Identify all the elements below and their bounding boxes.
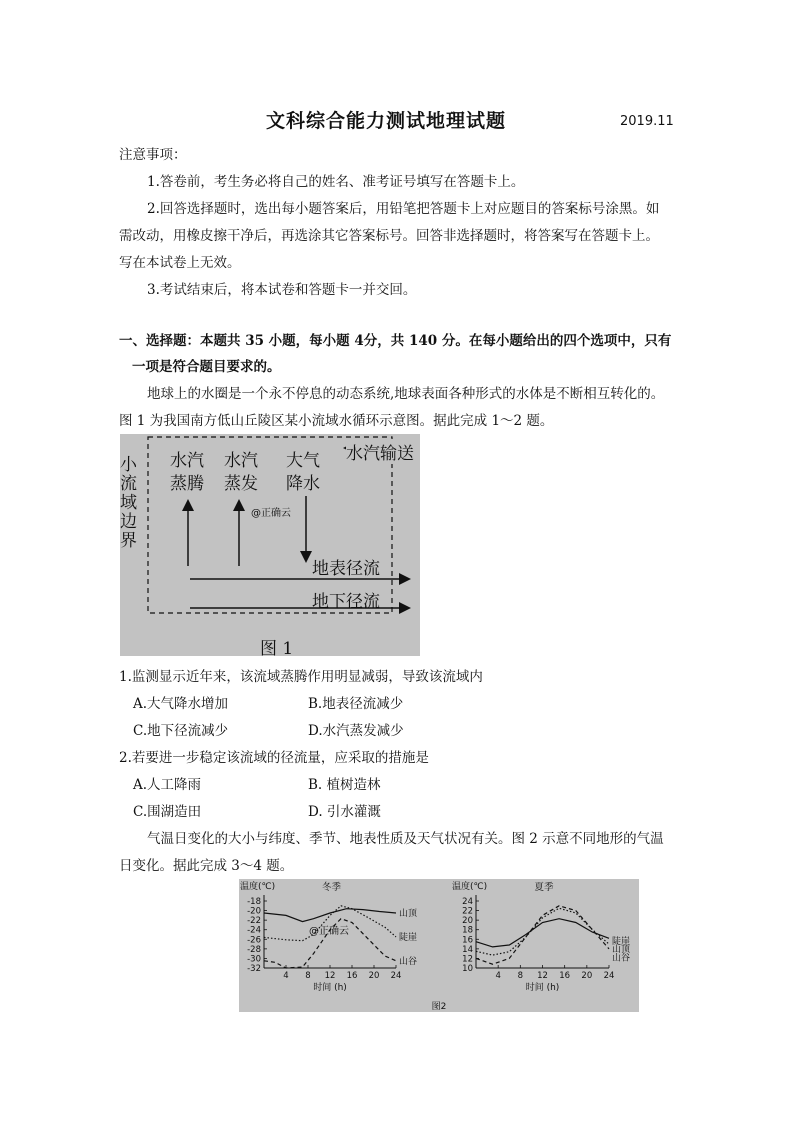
series-label: 山谷	[399, 956, 418, 967]
x-tick-label: 8	[517, 971, 524, 981]
q2-option-b: B. 植树造林	[308, 777, 381, 793]
passage-text: 气温日变化的大小与纬度、季节、地表性质及天气状况有关。图 2 示意不同地形的气温	[147, 831, 664, 847]
figure-1-caption: 图 1	[260, 639, 294, 659]
figure-1-diagram	[120, 434, 420, 656]
series-label: 陡崖	[399, 932, 418, 943]
question-1-stem: 1.监测显示近年来，该流域蒸腾作用明显减弱，导致该流域内	[119, 669, 483, 685]
series-label: 山谷	[612, 953, 631, 964]
series-label: 山顶	[399, 908, 418, 919]
series-line-山顶	[264, 909, 396, 922]
watermark: @正确云	[309, 926, 349, 937]
y-tick-label: -20	[247, 906, 261, 917]
evaporation-label-2: 蒸发	[224, 474, 258, 494]
watermark: @正确云	[251, 508, 291, 519]
y-tick-label: -32	[247, 964, 261, 974]
x-tick-label: 20	[368, 971, 380, 981]
y-tick-label: 16	[462, 935, 473, 946]
q1-option-c: C.地下径流减少	[133, 723, 229, 739]
x-tick-label: 12	[324, 971, 336, 981]
y-tick-label: 18	[462, 925, 473, 936]
y-axis-label: 温度(℃)	[452, 882, 488, 892]
series-label: 陡崖	[612, 937, 631, 948]
exam-date: 2019.11	[620, 114, 674, 129]
notice-item: 写在本试卷上无效。	[119, 255, 241, 271]
passage-text: 地球上的水圈是一个永不停息的动态系统,地球表面各种形式的水体是不断相互转化的。	[147, 386, 665, 402]
y-tick-label: -30	[247, 954, 261, 965]
section-heading: 一项是符合题目要求的。	[132, 359, 281, 375]
x-axis-label: 时间 (h)	[313, 983, 347, 993]
y-tick-label: -24	[247, 925, 261, 936]
section-heading: 一、选择题：本题共 35 小题，每小题 4分，共 140 分。在每小题给出的四个选项中，只有	[119, 333, 672, 349]
chart-title: 夏季	[534, 882, 554, 893]
q2-option-a: A.人工降雨	[133, 777, 202, 793]
ground-runoff-label: 地下径流	[312, 592, 380, 612]
q2-option-d: D. 引水灌溉	[308, 804, 381, 820]
x-tick-label: 12	[537, 971, 548, 981]
boundary-label: 小流域边界	[120, 455, 137, 551]
x-tick-label: 4	[495, 971, 501, 981]
q2-option-c: C.围湖造田	[133, 804, 202, 820]
y-tick-label: 20	[462, 916, 473, 927]
notice-item: 3.考试结束后，将本试卷和答题卡一并交回。	[147, 282, 417, 298]
passage-text: 图 1 为我国南方低山丘陵区某小流域水循环示意图。据此完成 1～2 题。	[119, 413, 554, 429]
y-axis-label: 温度(℃)	[240, 882, 276, 892]
y-tick-label: 22	[462, 906, 473, 917]
evaporation-label-1: 水汽	[224, 451, 258, 471]
x-tick-label: 4	[283, 971, 289, 981]
page-title: 文科综合能力测试地理试题	[266, 110, 507, 132]
precipitation-label-1: 大气	[286, 451, 320, 471]
y-tick-label: -26	[247, 935, 261, 946]
x-tick-label: 8	[305, 971, 311, 981]
surface-runoff-label: 地表径流	[312, 559, 380, 579]
y-tick-label: -22	[247, 916, 261, 927]
question-2-stem: 2.若要进一步稳定该流域的径流量，应采取的措施是	[119, 750, 429, 766]
y-tick-label: 12	[462, 954, 473, 965]
series-line-陡崖	[476, 908, 609, 955]
notice-item: 需改动，用橡皮擦干净后，再选涂其它答案标号。回答非选择题时，将答案写在答题卡上。	[119, 228, 659, 244]
x-tick-label: 16	[559, 971, 571, 981]
figure-2-charts	[239, 879, 639, 1012]
q1-option-a: A.大气降水增加	[133, 696, 229, 712]
transpiration-label-1: 水汽	[170, 451, 204, 471]
x-tick-label: 24	[390, 971, 402, 981]
x-tick-label: 20	[581, 971, 593, 981]
chart-title: 冬季	[322, 882, 342, 893]
y-tick-label: 10	[462, 964, 473, 974]
passage-text: 日变化。据此完成 3～4 题。	[119, 858, 294, 874]
figure-1	[120, 434, 420, 659]
y-tick-label: -18	[247, 897, 261, 907]
notice-item: 2.回答选择题时，选出每小题答案后，用铅笔把答题卡上对应题目的答案标号涂黑。如	[147, 201, 660, 217]
notice-heading: 注意事项：	[119, 147, 187, 163]
transpiration-label-2: 蒸腾	[170, 474, 204, 494]
vapor-inflow-label: 水汽输送	[346, 439, 414, 464]
precipitation-label-2: 降水	[286, 474, 320, 494]
series-label: 山顶	[612, 944, 631, 955]
y-tick-label: -28	[247, 944, 261, 955]
y-tick-label: 14	[462, 944, 473, 955]
q1-option-b: B.地表径流减少	[308, 696, 404, 712]
figure-2-caption: 图2	[431, 1002, 447, 1012]
x-tick-label: 16	[346, 971, 358, 981]
x-tick-label: 24	[603, 971, 615, 981]
x-axis-label: 时间 (h)	[525, 983, 560, 993]
q1-option-d: D.水汽蒸发减少	[308, 723, 404, 739]
series-line-山谷	[476, 906, 609, 964]
figure-2	[239, 879, 639, 1012]
series-line-山顶	[476, 919, 609, 947]
y-tick-label: 24	[462, 897, 473, 907]
notice-item: 1.答卷前，考生务必将自己的姓名、准考证号填写在答题卡上。	[147, 174, 525, 190]
